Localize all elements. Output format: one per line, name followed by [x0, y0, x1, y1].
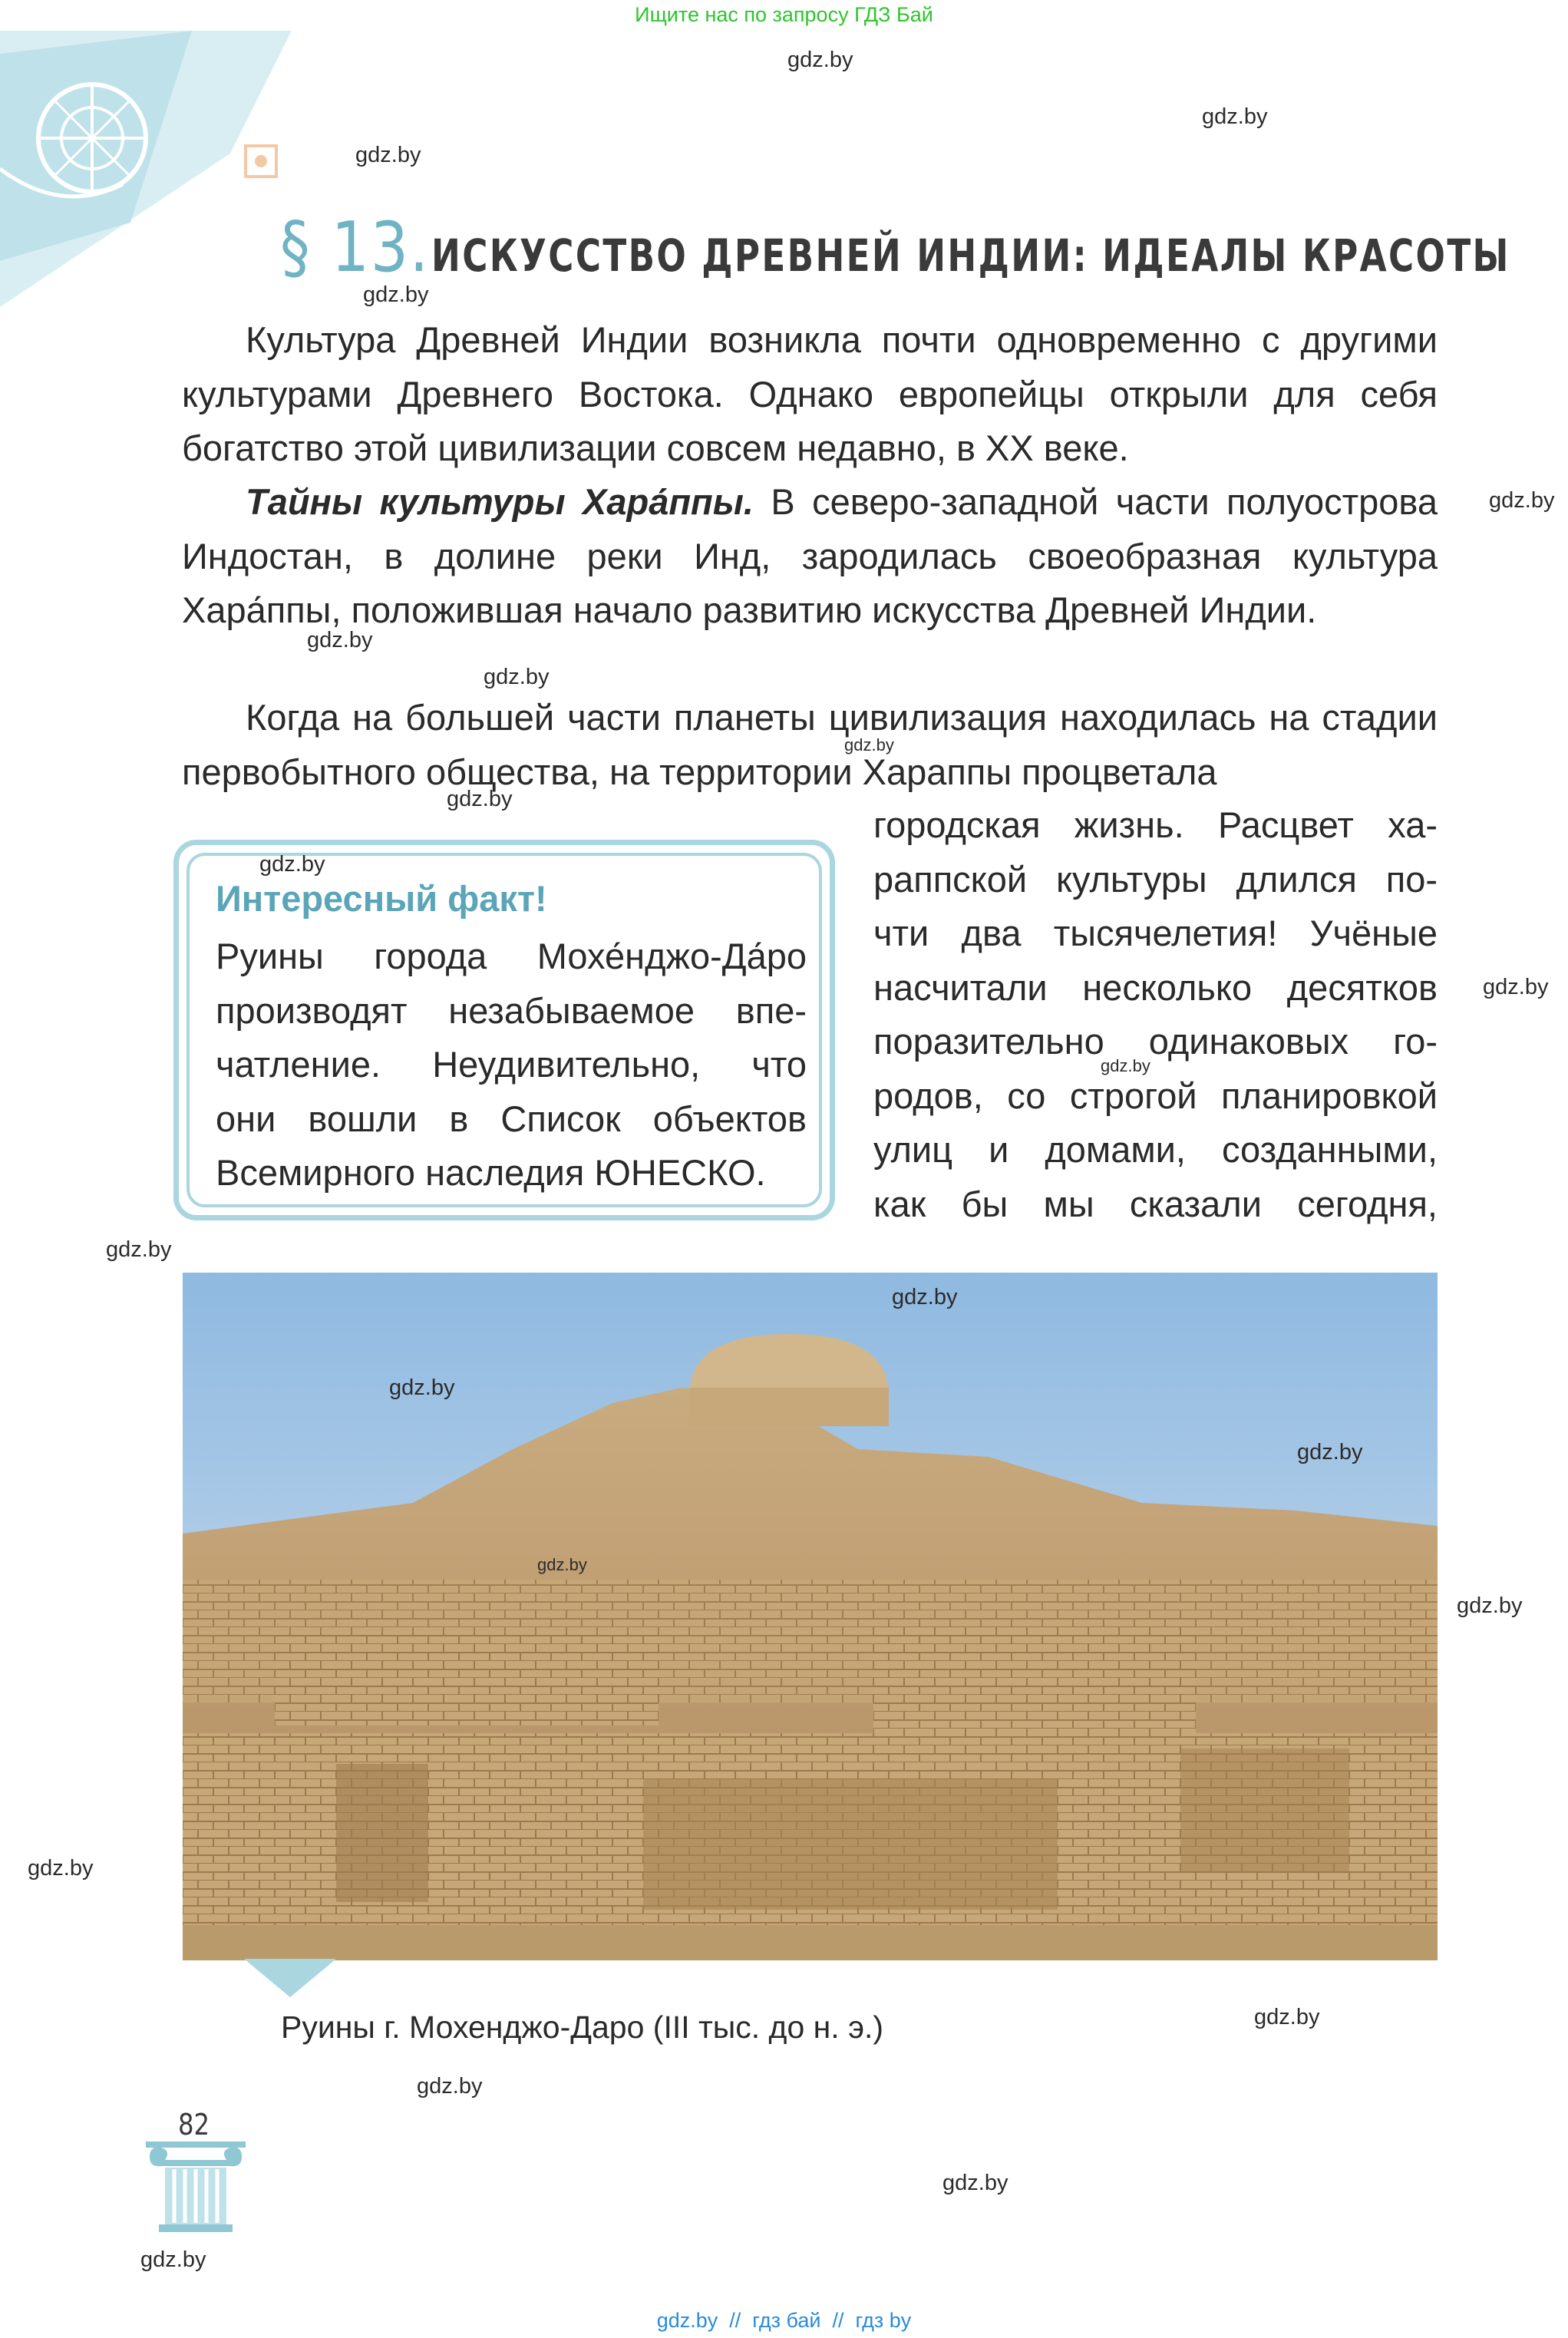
watermark: gdz.by: [1489, 488, 1555, 513]
watermark: gdz.by: [787, 48, 853, 72]
corner-ornament-icon: [0, 31, 322, 307]
section-heading: [280, 207, 1568, 288]
watermark: gdz.by: [892, 1285, 958, 1309]
right-column-line: улиц и домами, созданными,: [873, 1129, 1438, 1170]
paragraph-harappa: [182, 475, 1438, 638]
right-column-text: [873, 798, 1438, 1231]
ionic-column-icon: [142, 2142, 249, 2234]
section-number: § 13.: [280, 207, 431, 288]
fact-line: чатление. Неудивительно, что: [216, 1044, 807, 1085]
caption-pointer-icon: [244, 1959, 336, 1997]
photo-caption: Руины г. Мохенджо-Даро (III тыс. до н. э.): [281, 2009, 884, 2045]
watermark: gdz.by: [1483, 975, 1549, 999]
paragraph-city-life: Когда на большей части планеты цивилизация находилась на стадии первобытного общества, на территории Хараппы процветала: [182, 697, 1438, 792]
watermark: gdz.by: [389, 1375, 455, 1400]
right-column-line: насчитали несколько десятков: [873, 966, 1438, 1008]
watermark: gdz.by: [1202, 104, 1268, 129]
right-column-line: родов, со строгой планировкой: [873, 1075, 1438, 1116]
watermark: gdz.by: [307, 628, 373, 652]
right-column-line: чти два тысячелетия! Учёные: [873, 913, 1438, 953]
watermark: gdz.by: [1297, 1440, 1363, 1465]
paragraph-intro: Культура Древней Индии возникла почти одновременно с другими культурами Древнего Востока. Однако европейцы открыли для себя богатство этой цивилизации совсем недавно, в XX веке.: [182, 319, 1438, 468]
fact-line: производят незабываемое впе-: [216, 989, 807, 1031]
interesting-fact-box: [173, 840, 835, 1220]
watermark: gdz.by: [1457, 1593, 1523, 1618]
watermark: gdz.by: [1101, 1056, 1150, 1075]
section-title: ИСКУССТВО ДРЕВНЕЙ ИНДИИ: ИДЕАЛЫ КРАСОТЫ: [431, 230, 1510, 282]
watermark: gdz.by: [28, 1856, 94, 1881]
fact-line: они вошли в Список объектов: [216, 1098, 807, 1139]
watermark: gdz.by: [355, 143, 421, 167]
interesting-fact-text: [216, 930, 807, 1200]
watermark: gdz.by: [447, 787, 513, 811]
watermark: gdz.by: [140, 2247, 206, 2272]
watermark: gdz.by: [942, 2171, 1008, 2195]
interesting-fact-title: Интересный факт!: [216, 878, 547, 919]
watermark: gdz.by: [537, 1555, 587, 1574]
right-column-line: как бы мы сказали сегодня,: [873, 1183, 1438, 1224]
right-column-line: раппской культуры длился по-: [873, 858, 1438, 900]
footer-links[interactable]: gdz.by // гдз бай // гдз by: [656, 2309, 912, 2332]
fact-line: Руины города Мохе́нджо-Да́ро: [216, 936, 807, 976]
paragraph-harappa-lead: Тайны культуры Хара́ппы.: [246, 481, 754, 522]
page-number: 82: [178, 2108, 210, 2142]
paragraph-harappa-text: В северо-западной части полуострова Индостан, в долине реки Инд, зародилась своеобразная культура Хара́ппы, положившая начало развитию искусства Древней Индии.: [182, 481, 1438, 630]
watermark: gdz.by: [363, 282, 429, 307]
right-column-line: поразительно одинаковых го-: [873, 1021, 1438, 1062]
watermark: gdz.by: [106, 1237, 172, 1262]
watermark: gdz.by: [259, 852, 325, 877]
right-column-line: городская жизнь. Расцвет ха-: [873, 804, 1438, 845]
watermark: gdz.by: [417, 2074, 483, 2099]
fact-line: Всемирного наследия ЮНЕСКО.: [216, 1152, 766, 1193]
watermark: gdz.by: [1254, 2005, 1320, 2029]
mohenjo-daro-photo: [183, 1273, 1438, 1960]
watermark: gdz.by: [844, 735, 894, 755]
watermark: gdz.by: [484, 665, 550, 689]
top-banner: Ищите нас по запросу ГДЗ Бай: [635, 3, 933, 26]
